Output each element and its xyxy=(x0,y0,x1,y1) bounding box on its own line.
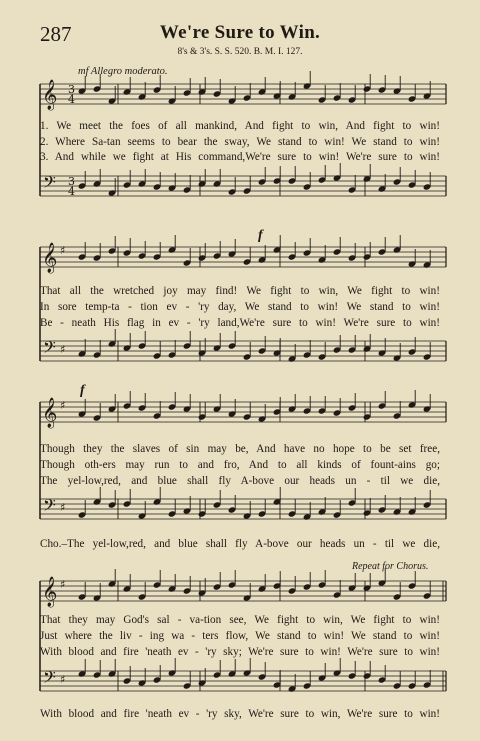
sharp-icon: ♯ xyxy=(60,501,66,514)
lyric-line: The yel-low,red, and blue shall fly A-bove our heads un - til we die, xyxy=(40,475,440,487)
dynamic-forte: f xyxy=(258,228,263,243)
meter-line: 8's & 3's. S. S. 520. B. M. I. 127. xyxy=(177,47,303,57)
bass-clef-icon: 𝄢 xyxy=(43,172,56,196)
lyric-line: 2. Where Sa-tan seems to bear the sway, We stand to win! We stand to win! xyxy=(40,136,440,148)
lyric-line: 3. And while we fight at His command,We're sure to win! We're sure to win! xyxy=(40,151,440,163)
lyric-line: Though they the slaves of sin may be, And have no hope to be set free, xyxy=(40,443,440,455)
lyric-line: Be - neath His flag in ev - 'ry land,We're sure to win! We're sure to win! xyxy=(40,317,440,329)
lyric-line: 1. We meet the foes of all mankind, And fight to win, And fight to win! xyxy=(40,120,440,132)
treble-clef-icon: 𝄞 xyxy=(42,398,58,428)
sharp-icon: ♯ xyxy=(60,244,66,257)
lyric-line: Though oth-ers may run to and fro, And to all kinds of fount-ains go; xyxy=(40,459,440,471)
lyric-line: With blood and fire 'neath ev - 'ry sky; We're sure to win! We're sure to win! xyxy=(40,646,440,658)
chorus-line: Cho.–The yel-low,red, and blue shall fly A-bove our heads un - til we die, xyxy=(40,538,440,550)
bass-clef-icon: 𝄢 xyxy=(43,667,56,691)
sharp-icon: ♯ xyxy=(60,343,66,356)
bass-clef-icon: 𝄢 xyxy=(43,337,56,361)
dynamic-forte: f xyxy=(80,383,85,398)
tempo-marking: mf Allegro moderato. xyxy=(78,66,168,77)
lyric-line: In sore temp-ta - tion ev - 'ry day, We stand to win! We stand to win! xyxy=(40,301,440,313)
lyric-line: Just where the liv - ing wa - ters flow, We stand to win! We stand to win! xyxy=(40,630,440,642)
sharp-icon: ♯ xyxy=(60,578,66,591)
treble-clef-icon: 𝄞 xyxy=(42,80,58,110)
lyric-line: That they may God's sal - va-tion see, We fight to win, We fight to win! xyxy=(40,614,440,626)
time-signature-top: 3 xyxy=(68,175,75,188)
time-signature-bottom: 4 xyxy=(68,185,75,198)
bass-clef-icon: 𝄢 xyxy=(43,495,56,519)
repeat-note: Repeat for Chorus. xyxy=(352,561,429,572)
time-signature-bottom: 4 xyxy=(68,93,75,106)
hymn-title: We're Sure to Win. xyxy=(159,22,321,43)
sharp-icon: ♯ xyxy=(60,399,66,412)
lyric-line: That all the wretched joy may find! We fight to win, We fight to win! xyxy=(40,285,440,297)
time-signature-top: 3 xyxy=(68,83,75,96)
treble-clef-icon: 𝄞 xyxy=(42,577,58,607)
treble-clef-icon: 𝄞 xyxy=(42,243,58,273)
chorus-line: With blood and fire 'neath ev - 'ry sky, We're sure to win, We're sure to win! xyxy=(40,708,440,720)
sharp-icon: ♯ xyxy=(60,673,66,686)
hymn-number: 287 xyxy=(40,22,72,46)
